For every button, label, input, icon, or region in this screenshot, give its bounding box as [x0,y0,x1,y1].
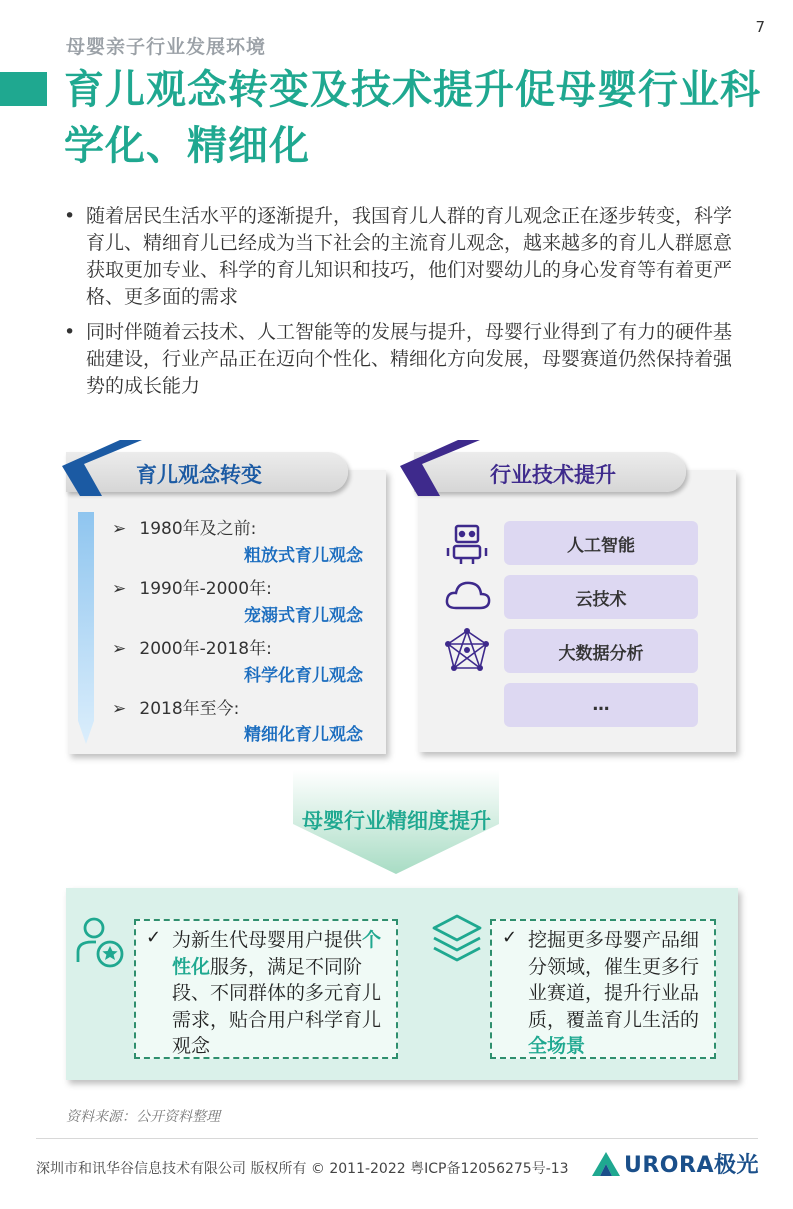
era-period: 1990年-2000年: [139,579,272,599]
arrow-bullet-icon: ➢ [112,519,127,539]
arrow-bullet-icon: ➢ [112,699,127,719]
bullet-paragraph [62,319,742,400]
aurora-logo [590,1148,759,1179]
timeline-arrow [78,512,94,744]
check-icon: ✓ [502,927,518,948]
text-segment: 服务，满足不同阶段、不同群体的多元育儿需求，贴合用户科学育儿观念 [172,955,382,1057]
bullet-dot: • [64,205,76,227]
section-title: 母婴亲子行业发展环境 [66,36,267,58]
era-period: 2000年-2018年: [139,639,272,659]
personalization-text [172,927,390,1060]
era-item [112,574,272,599]
robot-icon [444,520,490,566]
era-item [112,694,239,719]
chevron-arrow-icon [400,440,480,500]
check-icon: ✓ [146,927,162,948]
personalization-box [134,919,398,1059]
cloud-icon [444,578,492,614]
arrow-bullet-icon: ➢ [112,639,127,659]
chevron-arrow-icon [62,440,142,500]
bullet-text: 同时伴随着云技术、人工智能等的发展与提升，母婴行业得到了有力的硬件基础建设，行业产品正在迈向个性化、精细化方向发展，母婴赛道仍然保持着强势的成长能力 [86,321,733,397]
text-segment: 为新生代母婴用户提供 [172,929,363,951]
era-item [112,634,272,659]
highlight-text: 个性化 [172,929,382,978]
tech-item-big-data: 大数据分析 [504,629,698,673]
tech-item-more: … [504,683,698,727]
tech-card-title: 行业技术提升 [490,463,616,487]
aurora-logo-icon [590,1150,622,1178]
bullet-text: 随着居民生活水平的逐渐提升，我国育儿人群的育儿观念正在逐步转变，科学育儿、精细育儿已经成为当下社会的主流育儿观念，越来越多的育儿人群愿意获取更加专业、科学的育儿知识和技巧，他们对婴幼儿的身心发育等有着更严格、更多面的需求 [86,205,733,308]
text-segment: 挖掘更多母婴产品细分领域，催生更多行业赛道，提升行业品质，覆盖育儿生活的 [528,929,700,1031]
era-period: 2018年至今: [139,699,240,719]
era-concept: 精细化育儿观念 [244,725,363,745]
bullet-dot: • [64,321,76,343]
arrow-bullet-icon: ➢ [112,579,127,599]
user-star-icon [74,916,126,968]
era-period: 1980年及之前: [139,519,257,539]
layers-icon [430,912,484,968]
source-note: 资料来源：公开资料整理 [66,1109,220,1125]
page-number: 7 [755,18,765,36]
era-concept: 粗放式育儿观念 [244,546,363,566]
tech-item-ai: 人工智能 [504,521,698,565]
full-scene-text [528,927,708,1060]
title-accent-bar [0,72,47,106]
page-title: 育儿观念转变及技术提升促母婴行业科学化、精细化 [64,67,761,169]
era-item [112,514,256,539]
era-concept: 科学化育儿观念 [244,666,363,686]
era-concept: 宠溺式育儿观念 [244,606,363,626]
network-icon [444,628,490,672]
footer-copyright: 深圳市和讯华谷信息技术有限公司 版权所有 © 2011-2022 粤ICP备12056275号-13 [36,1161,569,1177]
tech-item-cloud: 云技术 [504,575,698,619]
bullet-paragraph [62,203,742,311]
parenting-card-title: 育儿观念转变 [136,463,262,487]
highlight-text: 全场景 [528,1035,586,1057]
full-scene-box [490,919,716,1059]
footer-divider [36,1138,758,1139]
logo-text: URORA极光 [624,1153,759,1178]
arrow-label: 母婴行业精细度提升 [302,809,491,833]
